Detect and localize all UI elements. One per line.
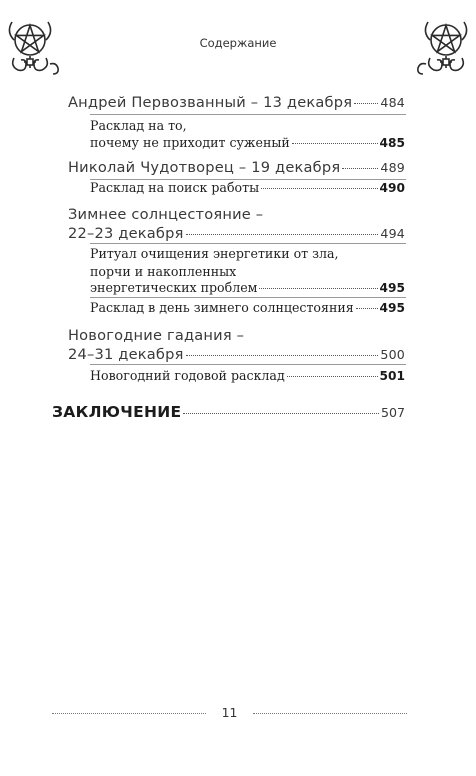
entry-title-line: энергетических проблем xyxy=(90,280,258,295)
dot-leader xyxy=(186,355,379,356)
toc-subentry[interactable] xyxy=(90,117,405,150)
toc-subentry[interactable] xyxy=(90,245,405,295)
dot-leader xyxy=(354,103,378,104)
conclusion-title: ЗАКЛЮЧЕНИЕ xyxy=(52,403,182,421)
toc-section-entry[interactable] xyxy=(68,159,405,176)
page-footer xyxy=(52,705,407,720)
divider xyxy=(90,364,406,365)
entry-page: 501 xyxy=(379,369,405,383)
entry-title: Расклад на поиск работы xyxy=(90,180,260,195)
entry-title: Андрей Первозванный – 13 декабря xyxy=(68,94,353,111)
dot-leader xyxy=(342,168,378,169)
entry-page: 495 xyxy=(379,281,405,295)
page-number: 11 xyxy=(221,705,238,720)
entry-title: Новогодний годовой расклад xyxy=(90,368,285,383)
dot-leader xyxy=(259,288,377,289)
entry-page: 489 xyxy=(380,160,405,175)
entry-title-line: Расклад на то, xyxy=(90,118,187,133)
divider xyxy=(90,114,406,115)
entry-page: 485 xyxy=(379,135,405,150)
entry-page: 490 xyxy=(379,181,405,195)
toc-section-entry[interactable] xyxy=(68,326,405,364)
entry-title-line: 24–31 декабря xyxy=(68,346,184,363)
entry-title-line: порчи и накопленных xyxy=(90,263,237,279)
entry-page: 484 xyxy=(380,95,405,110)
toc-subentry[interactable] xyxy=(90,180,405,195)
dot-leader xyxy=(356,308,378,309)
running-title: Содержание xyxy=(199,36,277,50)
dot-leader xyxy=(292,143,378,144)
dot-leader xyxy=(287,376,378,377)
entry-page: 494 xyxy=(380,226,405,241)
toc-section-entry[interactable] xyxy=(68,205,405,243)
entry-title: Расклад в день зимнего солнцестояния xyxy=(90,300,354,315)
dot-leader xyxy=(183,413,379,414)
toc-section-entry[interactable] xyxy=(68,94,405,111)
toc-subentry[interactable] xyxy=(90,368,405,383)
entry-title-line: Ритуал очищения энергетики от зла, xyxy=(90,246,339,261)
entry-title-line: Новогодние гадания – xyxy=(68,327,245,344)
toc-subentry[interactable] xyxy=(90,300,405,315)
entry-page: 500 xyxy=(380,347,405,362)
entry-title-line: почему не приходит суженый xyxy=(90,134,290,150)
toc-conclusion-entry[interactable] xyxy=(52,403,405,421)
divider xyxy=(90,297,406,298)
dot-leader xyxy=(261,188,377,189)
footer-dot-rule-right xyxy=(253,713,407,714)
dot-leader xyxy=(186,234,379,235)
entry-page: 495 xyxy=(379,301,405,315)
footer-dot-rule-left xyxy=(52,713,206,714)
entry-title-line: Зимнее солнцестояние – xyxy=(68,206,264,223)
entry-title: Николай Чудотворец – 19 декабря xyxy=(68,159,341,176)
conclusion-page: 507 xyxy=(380,405,405,420)
divider xyxy=(90,243,406,244)
entry-title-line: 22–23 декабря xyxy=(68,225,184,242)
